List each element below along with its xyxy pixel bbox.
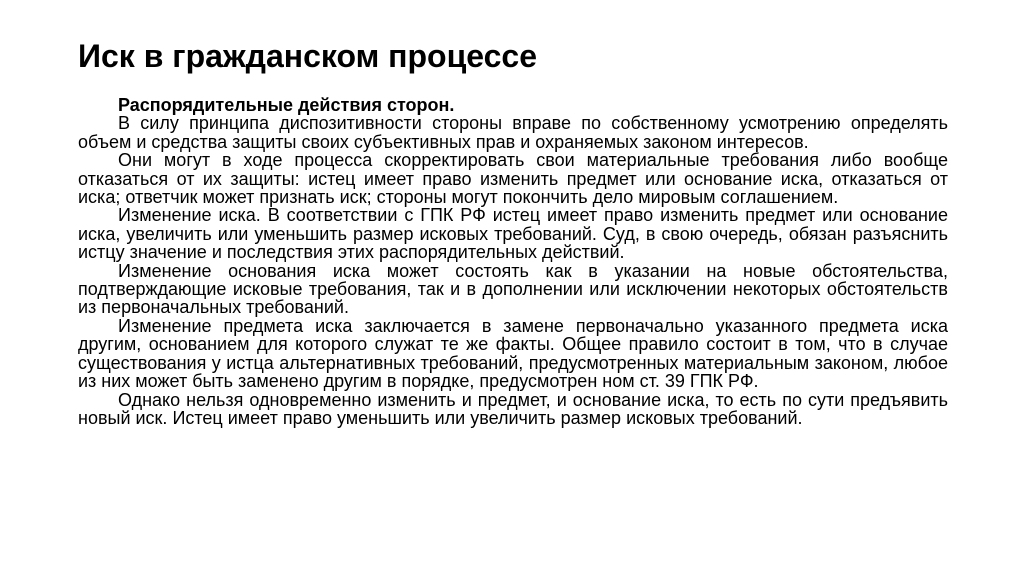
paragraph-change-of-claim: Изменение иска. В соответствии с ГПК РФ истец имеет право изменить предмет или основание иска, увеличить или уменьшить размер исковых требований. Суд, в свою очередь, обязан разъяснить истцу значение и последствия этих распорядительных действий.	[78, 205, 948, 263]
slide-body	[78, 96, 948, 427]
paragraph-dispositivity: В силу принципа диспозитивности стороны вправе по собственному усмотрению определять объем и средства защиты своих субъективных прав и охраняемых законом интересов.	[78, 113, 948, 152]
section-subheading: Распорядительные действия сторон.	[118, 95, 455, 115]
paragraph-restriction: Однако нельзя одновременно изменить и предмет, и основание иска, то есть по сути предъявить новый иск. Истец имеет право уменьшить или увеличить размер исковых требований.	[78, 389, 948, 428]
paragraph-change-of-subject: Изменение предмета иска заключается в замене первоначально указанного предмета иска другим, основанием для которого служат те же факты. Общее правило состоит в том, что в случае существования у истца альтернативных требований, предусмотренных материальным законом, любое из них может быть заменено другим в порядке, предусмотрен ном ст. 39 ГПК РФ.	[78, 315, 948, 392]
paragraph-correction-of-claims: Они могут в ходе процесса скорректировать свои материальные требования либо вообще отказаться от их защиты: истец имеет право изменить предмет или основание иска, отказаться от иска; ответчик может признать иск; стороны могут покончить дело мировым соглашением.	[78, 150, 948, 208]
paragraph-change-of-grounds: Изменение основания иска может состоять как в указании на новые обстоятельства, подтверждающие исковые требования, так и в дополнении или исключении некоторых обстоятельств из первоначальных требований.	[78, 260, 948, 318]
slide-title: Иск в гражданском процессе	[78, 38, 537, 74]
